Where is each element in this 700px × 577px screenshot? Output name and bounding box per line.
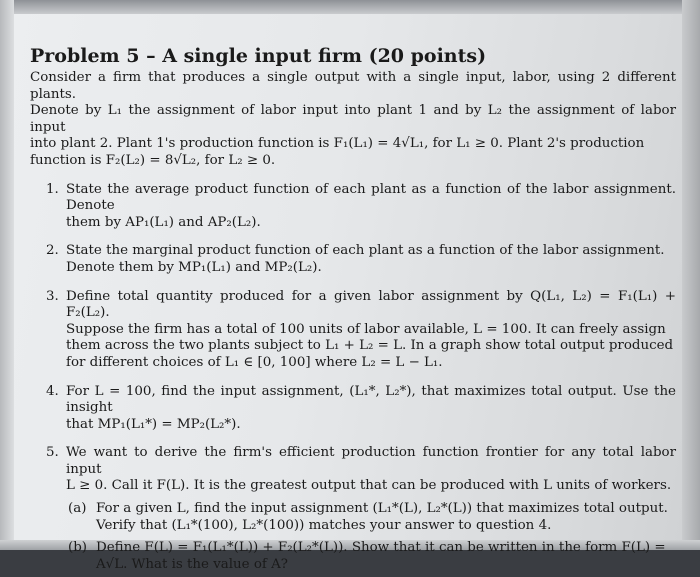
subquestion-line: A√L. What is the value of A? (96, 556, 288, 572)
page-edge-top (0, 0, 700, 14)
intro-line: Consider a firm that produces a single output with a single input, labor, using 2 different plants. (30, 70, 676, 102)
subquestion-b (30, 540, 676, 573)
question-line: them by AP₁(L₁) and AP₂(L₂). (66, 214, 261, 230)
subquestion-line: Verify that (L₁*(100), L₂*(100)) matches your answer to question 4. (96, 517, 552, 533)
question-line: State the average product function of each plant as a function of the labor assignment. Denote (66, 181, 676, 214)
question-line: them across the two plants subject to L₁ + L₂ = L. In a graph show total output produced (66, 338, 674, 354)
question-line: for different choices of L₁ ∈ [0, 100] where L₂ = L − L₁. (66, 354, 443, 370)
intro-line: function is F₂(L₂) = 8√L₂, for L₂ ≥ 0. (30, 152, 276, 168)
intro-line: into plant 2. Plant 1's production function is F₁(L₁) = 4√L₁, for L₁ ≥ 0. Plant 2's production (30, 136, 645, 152)
question-2 (30, 243, 676, 276)
problem-title: Problem 5 – A single input firm (20 points) (30, 45, 487, 67)
problem-text (30, 44, 676, 577)
subquestion-label: (b) (68, 540, 88, 556)
subquestion-label: (a) (68, 501, 87, 517)
page-edge-right (682, 0, 700, 550)
problem-intro (30, 70, 676, 170)
question-3 (30, 289, 676, 372)
page-edge-left (0, 0, 14, 550)
subquestion-a (30, 501, 676, 534)
question-line: L ≥ 0. Call it F(L). It is the greatest output that can be produced with L units of workers. (66, 478, 672, 494)
question-line: Denote them by MP₁(L₁) and MP₂(L₂). (66, 259, 322, 275)
question-line: Define total quantity produced for a given labor assignment by Q(L₁, L₂) = F₁(L₁) + F₂(L₂). (66, 288, 676, 321)
question-number: 2. (46, 243, 59, 259)
question-5 (30, 445, 676, 495)
question-line: We want to derive the firm's efficient production function frontier for any total labor input (66, 445, 676, 477)
question-1 (30, 182, 676, 232)
question-line: Suppose the firm has a total of 100 units of labor available, L = 100. It can freely assign (66, 321, 666, 337)
question-number: 4. (46, 383, 59, 399)
subquestion-line: For a given L, find the input assignment (L₁*(L), L₂*(L)) that maximizes total output. (96, 501, 668, 517)
question-number: 5. (46, 445, 59, 461)
intro-line: Denote by L₁ the assignment of labor input into plant 1 and by L₂ the assignment of labor input (30, 103, 676, 135)
question-number: 1. (46, 181, 59, 197)
question-line: State the marginal product function of each plant as a function of the labor assignment. (66, 243, 665, 259)
question-line: that MP₁(L₁*) = MP₂(L₂*). (66, 416, 241, 432)
question-number: 3. (46, 288, 59, 304)
question-4 (30, 384, 676, 434)
question-line: For L = 100, find the input assignment, (L₁*, L₂*), that maximizes total output. Use the insight (66, 383, 676, 416)
subquestion-line: Define F(L) = F₁(L₁*(L)) + F₂(L₂*(L)). Show that it can be written in the form F(L) = (96, 540, 666, 556)
